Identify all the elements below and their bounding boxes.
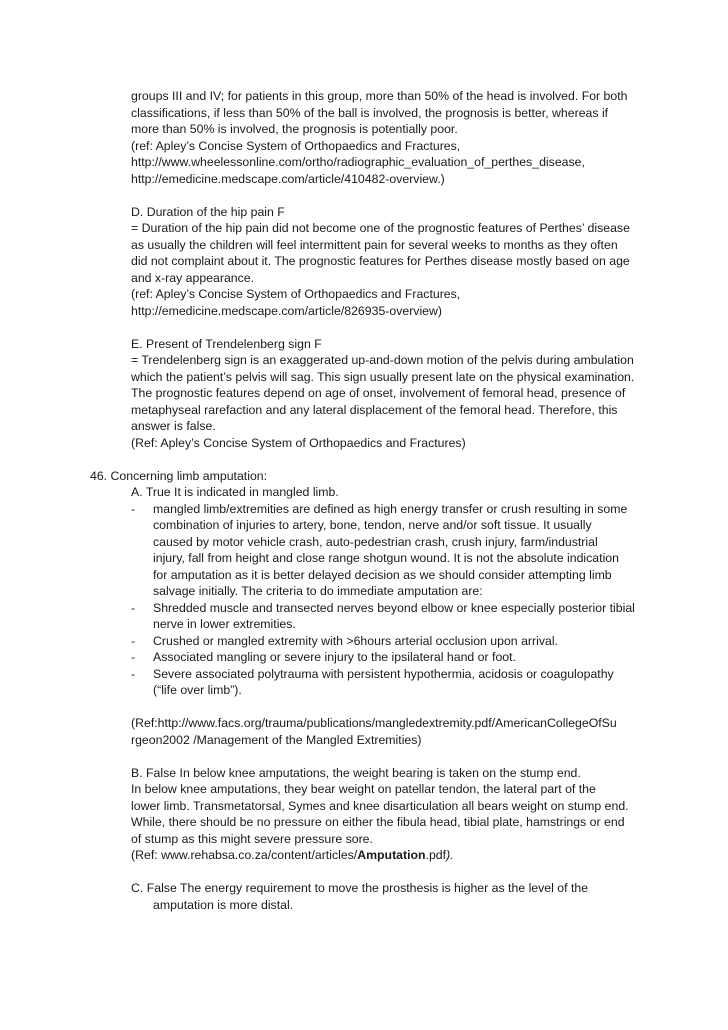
text-line: rgeon2002 /Management of the Mangled Extremities) <box>131 733 422 747</box>
text-line: (ref: Apley’s Concise System of Orthopaedics and Fractures, <box>131 139 461 153</box>
text-line: A. True It is indicated in mangled limb. <box>131 485 339 499</box>
text-line: Associated mangling or severe injury to the ipsilateral hand or foot. <box>153 650 516 664</box>
text-line: http://emedicine.medscape.com/article/410482-overview.) <box>131 172 445 186</box>
text-line: mangled limb/extremities are defined as high energy transfer or crush resulting in some <box>153 502 628 516</box>
text-line: C. False The energy requirement to move the prosthesis is higher as the level of the <box>131 881 589 895</box>
text-line: B. False In below knee amputations, the weight bearing is taken on the stump end. <box>131 766 581 780</box>
text-line: http://www.wheelessonline.com/ortho/radiographic_evaluation_of_perthes_disease, <box>131 155 585 169</box>
bullet-dash: - <box>131 601 136 615</box>
text-line: Crushed or mangled extremity with >6hours arterial occlusion upon arrival. <box>153 634 558 648</box>
text-line: (ref: Apley’s Concise System of Orthopaedics and Fractures, <box>131 287 461 301</box>
text-line: amputation is more distal. <box>153 898 294 912</box>
text-line: Shredded muscle and transected nerves beyond elbow or knee especially posterior tibial <box>153 601 635 615</box>
text-line: E. Present of Trendelenberg sign F <box>131 337 322 351</box>
text-line: http://emedicine.medscape.com/article/826935-overview) <box>131 304 442 318</box>
text-line: as usually the children will feel intermittent pain for several weeks to months as they often <box>131 238 618 252</box>
text-line: salvage initially. The criteria to do immediate amputation are: <box>153 584 483 598</box>
text-line: = Trendelenberg sign is an exaggerated up-and-down motion of the pelvis during ambulation <box>131 353 634 367</box>
text-line: did not complaint about it. The prognostic features for Perthes disease mostly based on age <box>131 254 630 268</box>
bullet-dash: - <box>131 650 136 664</box>
text-line <box>131 847 454 863</box>
text-line: lower limb. Transmetatorsal, Symes and knee disarticulation all bears weight on stump end. <box>131 799 629 813</box>
text-line: answer is false. <box>131 419 216 433</box>
text-line: more than 50% is involved, the prognosis is potentially poor. <box>131 122 458 136</box>
text-line: nerve in lower extremities. <box>153 617 296 631</box>
text-line: for amputation as it is better delayed decision as we should consider attempting limb <box>153 568 612 582</box>
text-line: (Ref:http://www.facs.org/trauma/publications/mangledextremity.pdf/AmericanCollegeOfSu <box>131 716 617 730</box>
text-line: = Duration of the hip pain did not become one of the prognostic features of Perthes’ disease <box>131 221 630 235</box>
text-line: 46. Concerning limb amputation: <box>90 469 268 483</box>
text-line: caused by motor vehicle crash, auto-pedestrian crash, crush injury, farm/industrial <box>153 535 598 549</box>
text-line: In below knee amputations, they bear weight on patellar tendon, the lateral part of the <box>131 782 596 796</box>
text-line: The prognostic features depend on age of onset, involvement of femoral head, presence of <box>131 386 626 400</box>
text-line: injury, fall from height and close range shotgun wound. It is not the absolute indication <box>153 551 619 565</box>
text-line: D. Duration of the hip pain F <box>131 205 285 219</box>
text-line: of stump as this might severe pressure sore. <box>131 832 373 846</box>
bullet-dash: - <box>131 667 136 681</box>
text-line: (“life over limb”). <box>153 683 242 697</box>
text-line: metaphyseal rarefaction and any lateral displacement of the femoral head. Therefore, this <box>131 403 618 417</box>
bullet-dash: - <box>131 634 136 648</box>
text-line: combination of injuries to artery, bone, tendon, nerve and/or soft tissue. It usually <box>153 518 592 532</box>
text-line: While, there should be no pressure on either the fibula head, tibial plate, hamstrings or end <box>131 815 625 829</box>
text-line: groups III and IV; for patients in this group, more than 50% of the head is involved. For both <box>131 89 628 103</box>
text-line: which the patient’s pelvis will sag. This sign usually present late on the physical examination. <box>131 370 635 384</box>
text-line: (Ref: Apley’s Concise System of Orthopaedics and Fractures) <box>131 436 466 450</box>
text-line: Severe associated polytrauma with persistent hypothermia, acidosis or coagulopathy <box>153 667 614 681</box>
text-line: classifications, if less than 50% of the ball is involved, the prognosis is better, whereas if <box>131 106 609 120</box>
text-run: Amputation <box>357 848 426 862</box>
bullet-dash: - <box>131 502 136 516</box>
text-run: .pdf <box>425 848 447 862</box>
text-run: ). <box>446 848 454 862</box>
text-run: (Ref: www.rehabsa.co.za/content/articles/ <box>131 848 358 862</box>
text-line: and x-ray appearance. <box>131 271 255 285</box>
